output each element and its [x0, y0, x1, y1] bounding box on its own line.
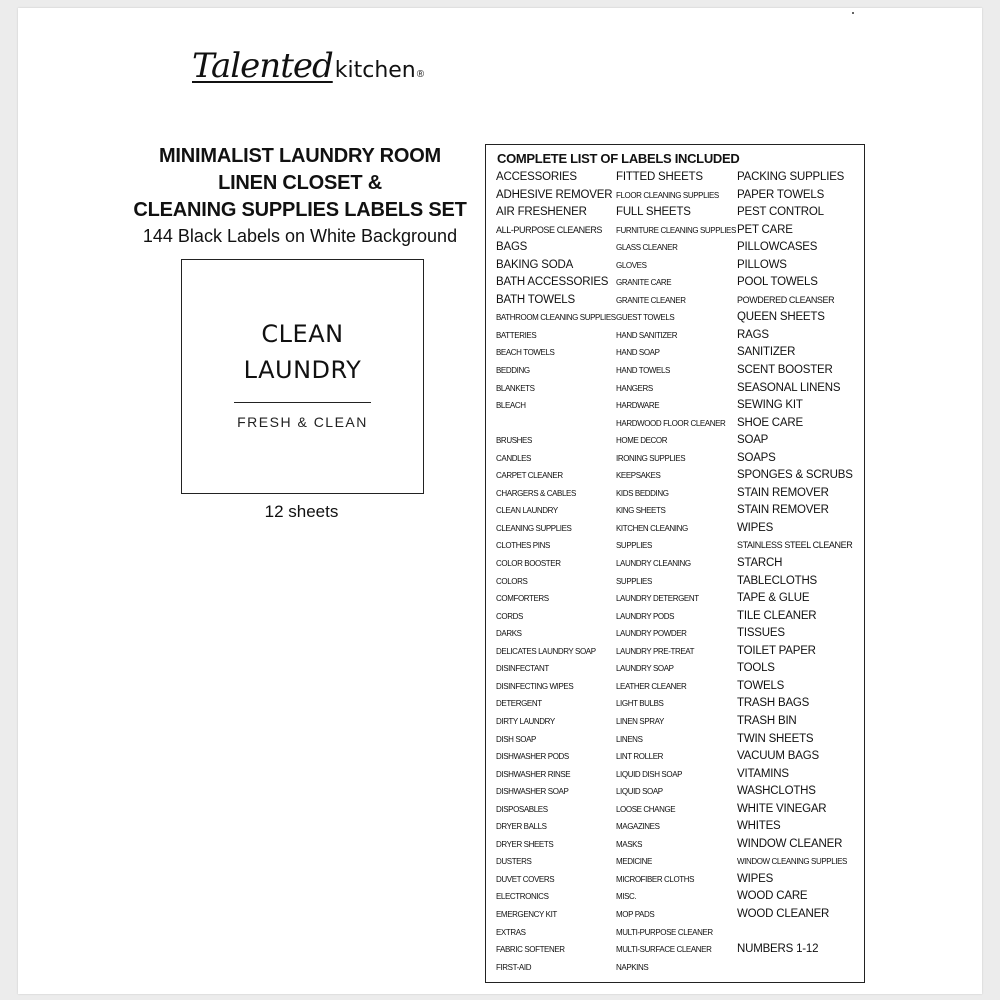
label-list-item: TOILET PAPER	[737, 644, 816, 657]
label-list-item: BAGS	[496, 241, 528, 254]
label-list-item: WOOD CARE	[737, 890, 808, 903]
label-list-item: CORDS	[496, 611, 523, 621]
label-list-item: VITAMINS	[737, 767, 789, 780]
sample-label-main	[182, 316, 423, 388]
label-list-item: SUPPLIES	[616, 541, 652, 551]
label-list-item: IRONING SUPPLIES	[616, 453, 686, 463]
label-list-item: WINDOW CLEANER	[737, 837, 843, 850]
label-list-item: LIQUID SOAP	[616, 787, 663, 797]
label-list-item: LAUNDRY PODS	[616, 611, 675, 621]
label-list-item	[496, 415, 616, 433]
label-list-item: GRANITE CLEANER	[616, 295, 686, 305]
label-list-item: MEDICINE	[616, 857, 652, 867]
label-list-item: TISSUES	[737, 627, 785, 640]
label-list-item: WHITE VINEGAR	[737, 802, 827, 815]
label-list-item: PILLOWS	[737, 258, 787, 271]
label-list-item: TWIN SHEETS	[737, 732, 814, 745]
label-list-item: CLEANING SUPPLIES	[496, 523, 572, 533]
label-list-item: SPONGES & SCRUBS	[737, 469, 853, 482]
label-list-column-1	[496, 169, 616, 976]
label-list-item: LAUNDRY SOAP	[616, 664, 674, 674]
label-list-item: DRYER BALLS	[496, 822, 547, 832]
label-list-item: FIRST-AID	[496, 962, 532, 972]
label-list-item: TILE CLEANER	[737, 609, 817, 622]
label-list-item: SOAP	[737, 434, 769, 447]
label-list-item: GUEST TOWELS	[616, 313, 675, 323]
label-list-item: MASKS	[616, 839, 643, 849]
label-list-item: DISH SOAP	[496, 734, 536, 744]
label-list-item: EXTRAS	[496, 927, 526, 937]
label-list-item: CLEAN LAUNDRY	[496, 506, 558, 516]
sample-label-line-1: CLEAN	[261, 320, 344, 348]
label-list-item: SUPPLIES	[616, 576, 652, 586]
label-list-item	[737, 924, 853, 942]
label-list-item: LOOSE CHANGE	[616, 804, 676, 814]
label-list-box	[485, 144, 865, 983]
label-list-item: STAIN REMOVER	[737, 486, 829, 499]
label-list-item: SHOE CARE	[737, 416, 803, 429]
label-list-item: CARPET CLEANER	[496, 471, 563, 481]
label-list-item: MULTI-PURPOSE CLEANER	[616, 927, 713, 937]
label-list-item: LIGHT BULBS	[616, 699, 664, 709]
label-list-item: GLASS CLEANER	[616, 243, 678, 253]
label-list-item: SEWING KIT	[737, 399, 803, 412]
label-list-item: ADHESIVE REMOVER	[496, 188, 613, 201]
label-list-item: PILLOWCASES	[737, 241, 818, 254]
label-list-column-3	[737, 169, 853, 959]
label-list-item: PAPER TOWELS	[737, 188, 825, 201]
label-list-item: DRYER SHEETS	[496, 839, 554, 849]
label-list-item: TABLECLOTHS	[737, 574, 818, 587]
brand-script: Talented	[192, 46, 333, 86]
label-list-item: SOAPS	[737, 451, 776, 464]
label-list-item: WASHCLOTHS	[737, 785, 816, 798]
brand-logo	[192, 46, 424, 102]
label-list-item: BATTERIES	[496, 330, 537, 340]
label-list-column-2	[616, 169, 736, 976]
label-list-item: DISINFECTANT	[496, 664, 549, 674]
brand-registered-mark: ®	[416, 69, 425, 80]
sample-label	[181, 259, 424, 494]
label-list-item: FURNITURE CLEANING SUPPLIES	[616, 225, 736, 235]
label-list-item: LAUNDRY DETERGENT	[616, 594, 699, 604]
title-line-3: CLEANING SUPPLIES LABELS SET	[133, 199, 467, 221]
label-list-item: DISHWASHER PODS	[496, 752, 569, 762]
label-list-item: FULL SHEETS	[616, 206, 691, 219]
label-list-item: HAND SOAP	[616, 348, 660, 358]
label-list-item: DISHWASHER SOAP	[496, 787, 569, 797]
label-list-item: QUEEN SHEETS	[737, 311, 825, 324]
label-list-item: FLOOR CLEANING SUPPLIES	[616, 190, 719, 200]
label-list-item: TRASH BAGS	[737, 697, 810, 710]
label-list-item: CANDLES	[496, 453, 531, 463]
label-list-item: DELICATES LAUNDRY SOAP	[496, 646, 596, 656]
label-list-item: STAINLESS STEEL CLEANER	[737, 540, 853, 551]
corner-dot	[852, 12, 854, 14]
label-list-item: LAUNDRY POWDER	[616, 629, 687, 639]
label-list-item: ELECTRONICS	[496, 892, 549, 902]
label-list-item: COLOR BOOSTER	[496, 559, 561, 569]
label-list-item: HOME DECOR	[616, 436, 668, 446]
label-list-item: SCENT BOOSTER	[737, 364, 833, 377]
label-list-item: WHITES	[737, 820, 781, 833]
label-list-item: HANGERS	[616, 383, 653, 393]
label-list-item: LEATHER CLEANER	[616, 681, 687, 691]
label-list-item: POOL TOWELS	[737, 276, 818, 289]
label-list-item: POWDERED CLEANSER	[737, 294, 835, 305]
label-list-item: COMFORTERS	[496, 594, 549, 604]
label-list-item: WOOD CLEANER	[737, 907, 830, 920]
label-list-item: TAPE & GLUE	[737, 592, 810, 605]
label-list-item: HAND SANITIZER	[616, 330, 678, 340]
label-list-item: LAUNDRY CLEANING	[616, 559, 691, 569]
label-list-item: TOWELS	[737, 679, 785, 692]
label-list-item: GLOVES	[616, 260, 647, 270]
label-list-item: LIQUID DISH SOAP	[616, 769, 683, 779]
label-list-item: WINDOW CLEANING SUPPLIES	[737, 857, 847, 867]
label-list-item: PEST CONTROL	[737, 206, 824, 219]
label-list-item: DUVET COVERS	[496, 874, 555, 884]
label-list-item: KIDS BEDDING	[616, 488, 669, 498]
label-list-item: HAND TOWELS	[616, 366, 670, 376]
product-title	[110, 143, 490, 248]
label-list-item: ALL-PURPOSE CLEANERS	[496, 224, 603, 235]
label-list-item: FABRIC SOFTENER	[496, 945, 565, 955]
label-list-item: BATH TOWELS	[496, 293, 575, 306]
label-list-item: PACKING SUPPLIES	[737, 171, 845, 183]
label-list-item: PET CARE	[737, 223, 793, 236]
label-list-item: MOP PADS	[616, 909, 655, 919]
label-list-item: DISPOSABLES	[496, 804, 548, 814]
label-list-item: MICROFIBER CLOTHS	[616, 874, 695, 884]
label-list-item: CHARGERS & CABLES	[496, 488, 576, 498]
title-line-2: LINEN CLOSET &	[218, 172, 382, 194]
label-list-item: BLANKETS	[496, 383, 535, 393]
label-list-item: DETERGENT	[496, 699, 542, 709]
label-list-item: CLOTHES PINS	[496, 541, 550, 551]
label-list-item: BRUSHES	[496, 436, 532, 446]
label-list-item: STARCH	[737, 557, 783, 570]
label-list-item: VACUUM BAGS	[737, 750, 819, 763]
label-list-item: BEACH TOWELS	[496, 348, 555, 358]
label-list-item: BATHROOM CLEANING SUPPLIES	[496, 313, 616, 323]
label-list-item: KITCHEN CLEANING	[616, 523, 688, 533]
label-list-item: LINENS	[616, 734, 643, 744]
label-list-item: BATH ACCESSORIES	[496, 276, 609, 289]
label-list-heading: COMPLETE LIST OF LABELS INCLUDED	[497, 151, 740, 166]
label-list-item: MISC.	[616, 892, 637, 902]
label-list-item: TOOLS	[737, 662, 775, 675]
label-list-item: NAPKINS	[616, 962, 649, 972]
label-list-item: LAUNDRY PRE-TREAT	[616, 646, 695, 656]
label-list-item: NUMBERS 1-12	[737, 943, 819, 956]
label-list-item: DISHWASHER RINSE	[496, 769, 571, 779]
label-list-item: BLEACH	[496, 401, 526, 411]
label-list-item: HARDWOOD FLOOR CLEANER	[616, 418, 726, 428]
label-list-item: SEASONAL LINENS	[737, 381, 841, 394]
label-list-item: HARDWARE	[616, 401, 660, 411]
label-list-item: BAKING SODA	[496, 258, 574, 271]
label-list-item: RAGS	[737, 328, 769, 341]
label-list-item: AIR FRESHENER	[496, 206, 587, 219]
label-list-item: WIPES	[737, 872, 774, 885]
label-list-item: TRASH BIN	[737, 714, 797, 727]
label-list-item: WIPES	[737, 521, 774, 534]
label-list-item: LINEN SPRAY	[616, 716, 664, 726]
brand-word: kitchen	[334, 58, 416, 83]
label-list-item: FITTED SHEETS	[616, 171, 703, 183]
label-list-item: DARKS	[496, 629, 522, 639]
sample-label-line-2: LAUNDRY	[243, 356, 362, 384]
label-list-item: GRANITE CARE	[616, 278, 672, 288]
product-subtitle: 144 Black Labels on White Background	[142, 226, 458, 246]
label-list-item: COLORS	[496, 576, 528, 586]
sample-label-subtext: FRESH & CLEAN	[237, 414, 368, 430]
label-list-item: MAGAZINES	[616, 822, 660, 832]
label-list-item: BEDDING	[496, 366, 530, 376]
title-line-1: MINIMALIST LAUNDRY ROOM	[158, 145, 442, 167]
label-list-item: LINT ROLLER	[616, 752, 664, 762]
label-list-item: STAIN REMOVER	[737, 504, 829, 517]
label-list-item: SANITIZER	[737, 346, 796, 359]
label-list-item: DISINFECTING WIPES	[496, 681, 574, 691]
label-list-item: KING SHEETS	[616, 506, 666, 516]
sheets-count: 12 sheets	[264, 502, 339, 521]
label-list-item: KEEPSAKES	[616, 471, 661, 481]
label-list-item: DIRTY LAUNDRY	[496, 716, 555, 726]
sample-label-divider	[234, 402, 371, 403]
label-list-item: MULTI-SURFACE CLEANER	[616, 945, 712, 955]
label-list-item: EMERGENCY KIT	[496, 909, 557, 919]
label-list-item: DUSTERS	[496, 857, 532, 867]
label-list-item: ACCESSORIES	[496, 171, 577, 183]
